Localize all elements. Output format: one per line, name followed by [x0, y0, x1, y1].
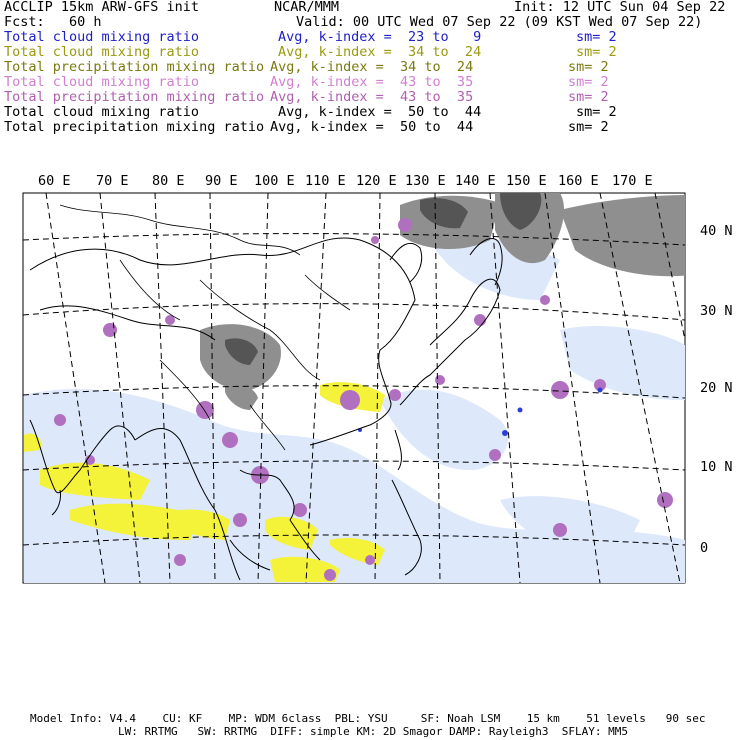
- lon-label: 100 E: [254, 173, 295, 189]
- valid-time: Valid: 00 UTC Wed 07 Sep 22 (09 KST Wed 07 Sep 22): [296, 14, 703, 30]
- model-info-line1: Model Info: V4.4 CU: KF MP: WDM 6class PBL: YSU SF: Noah LSM 15 km 51 levels 90 sec: [30, 712, 706, 725]
- lon-label: 60 E: [38, 173, 71, 189]
- field-avg: Avg, k-index = 50 to 44: [270, 119, 474, 135]
- field-name: Total cloud mixing ratio: [4, 29, 200, 45]
- lon-label: 140 E: [455, 173, 496, 189]
- field-name: Total cloud mixing ratio: [4, 44, 200, 60]
- field-avg: Avg, k-index = 34 to 24: [278, 44, 482, 60]
- lat-label: 20 N: [700, 380, 733, 396]
- lon-label: 80 E: [152, 173, 185, 189]
- lon-label: 160 E: [558, 173, 599, 189]
- lat-label: 10 N: [700, 459, 733, 475]
- field-name: Total precipitation mixing ratio: [4, 59, 265, 75]
- lon-label: 120 E: [356, 173, 397, 189]
- field-sm: sm= 2: [576, 29, 617, 45]
- field-name: Total precipitation mixing ratio: [4, 89, 265, 105]
- field-avg: Avg, k-index = 43 to 35: [270, 89, 474, 105]
- lon-label: 130 E: [405, 173, 446, 189]
- field-sm: sm= 2: [568, 89, 609, 105]
- lat-label: 30 N: [700, 303, 733, 319]
- field-avg: Avg, k-index = 23 to 9: [278, 29, 482, 45]
- lat-label: 0: [700, 540, 709, 556]
- model-title: ACCLIP 15km ARW-GFS init: [4, 0, 200, 15]
- lon-label: 110 E: [305, 173, 346, 189]
- center-name: NCAR/MMM: [274, 0, 340, 15]
- field-name: Total precipitation mixing ratio: [4, 119, 265, 135]
- field-sm: sm= 2: [568, 119, 609, 135]
- field-name: Total cloud mixing ratio: [4, 104, 200, 120]
- lon-label: 170 E: [612, 173, 653, 189]
- longitude-labels: [38, 173, 653, 189]
- lon-label: 90 E: [205, 173, 238, 189]
- field-name: Total cloud mixing ratio: [4, 74, 200, 90]
- lat-label: 40 N: [700, 223, 733, 239]
- field-avg: Avg, k-index = 43 to 35: [270, 74, 474, 90]
- field-avg: Avg, k-index = 34 to 24: [270, 59, 474, 75]
- init-time: Init: 12 UTC Sun 04 Sep 22: [514, 0, 726, 15]
- field-sm: sm= 2: [568, 74, 609, 90]
- lon-label: 150 E: [506, 173, 547, 189]
- field-avg: Avg, k-index = 50 to 44: [278, 104, 482, 120]
- field-sm: sm= 2: [576, 44, 617, 60]
- model-info-line2: LW: RRTMG SW: RRTMG DIFF: simple KM: 2D Smagor DAMP: Rayleigh3 SFLAY: MM5: [118, 725, 628, 738]
- field-sm: sm= 2: [576, 104, 617, 120]
- lon-label: 70 E: [96, 173, 129, 189]
- field-sm: sm= 2: [568, 59, 609, 75]
- forecast-hour: Fcst: 60 h: [4, 14, 102, 30]
- latitude-labels: [700, 223, 733, 556]
